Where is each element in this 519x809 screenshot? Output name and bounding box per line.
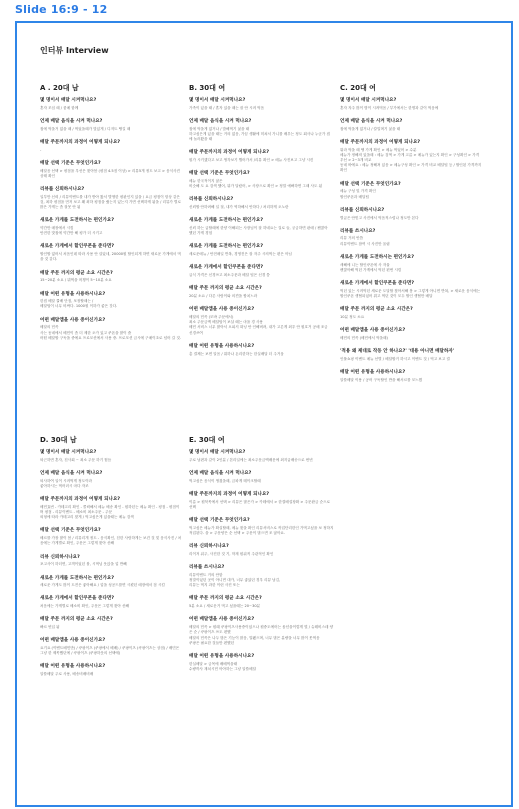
question: 새로운 가게를 도전하시는 편인가요?	[40, 218, 115, 224]
question: 어떤 배달앱을 사용 중이신가요?	[189, 307, 255, 313]
answer: 새로운 가게도 많이 도전은 좋아해요 / 업을 성공드를면 시켰던 매장에서 점 시킴	[40, 583, 165, 588]
question: 리뷰 신뢰하시나요?	[189, 544, 229, 550]
question: 언제 배달 음식을 시켜 먹나요?	[40, 470, 103, 476]
answer: 이름 > 원북목에서 선택 > 리뷰은 많은가 > 카테에서 > 한결배설장확 > 주문완금 순으로 선택	[189, 499, 330, 509]
answer: 20분 소요 / 다른 사람이와 의견을 합치느라	[189, 294, 258, 299]
interview-column-c	[340, 83, 482, 391]
question: 언제 배달 음식을 시켜 먹나요?	[340, 118, 403, 124]
question: 배달 주문까지의 과정이 어떻게 되나요?	[189, 150, 270, 156]
answer: 15~20분 소요 / 뭐먹을 픽챙이 5~10분 소요	[40, 278, 112, 283]
question: 배달 주문 까지의 평균 소요 시간은?	[189, 596, 262, 602]
answer: 가족이 있을 때 / 혼자 있을 때는 잘 안 시켜 먹음	[189, 105, 265, 110]
answer: 할인할 없어서 처음인데 따라 사용 안 살았네, 20000원 할인되게 하면 새로운 가게에서 먹을 것 같다.	[40, 252, 181, 262]
answer: 메뉴 한국적이지 않은 비슷해 도 요 검색 했어, 뭐가 달랐어, > 사장으로 확인 > 정말 예뻐하면 그때 사도 됨	[189, 178, 323, 189]
column-heading: D. 30대 남	[40, 436, 77, 444]
column-heading: A . 20대 남	[40, 84, 79, 92]
answer: 배달음 선택 > 평점을 우선은 찾아봄 (평점 4.5점 이상) > 리뷰5개 정도 보고 > 음식사진 상태 확인	[40, 168, 180, 178]
answer: 배르를 가장 많이 봄 / 리뷰리개 정도 - 음식확인, 친한 사람하게는 보건 것 및 음식사진 / 처음에는 가게별로 확인, 주문은 그렇게 찾아 신빼	[40, 536, 182, 546]
answer: 리뷰 거의 안씀 리뷰이벤트 참여 시 사진만 올림	[340, 236, 390, 246]
question: 어떤 배달앱을 사용 중이신가요?	[40, 317, 106, 323]
answer: 혼자 모임 때 / 룸메 함께	[40, 105, 79, 110]
answer: 집에 먹을거 없을 때 / 먹었을때가 맛있게 / 디저트 땡길 때	[40, 126, 131, 131]
question: 몇 명이서 배달 시켜먹나요?	[340, 98, 397, 103]
answer: 혼자 자주 많이 밤이 시켜먹음 / 부가에서는 한명과 같이 먹음에	[340, 105, 439, 110]
question: 배달 선택 기준은 무엇인가요?	[40, 528, 101, 534]
answer: 새로운메뉴 / 안전매일 반복, 경영진은 잘 자주 시켜먹는 편은 아님	[189, 252, 292, 257]
column-heading: E. 30대 여	[189, 436, 225, 444]
question: 리뷰 신뢰하시나요?	[40, 554, 80, 560]
document-title: 인터뷰 Interview	[40, 46, 109, 55]
answer: 빠르 빈입 됨	[40, 625, 60, 630]
answer: 주로 남편과 같이 2인분 / 본리일에는 최소주문금액배문에 최지급배송으로 씬빈	[189, 457, 313, 462]
question: 어떤 배달앱을 사용 중이신가요?	[189, 617, 255, 623]
answer: 배달의 민족 사는 동네에서 배민이 좀 더 제한 오카 있고 쿠폰을 많이 줌 어떤 배달할 구독을 중에요 프로모션에서 사용 중. 프로모션 금시에 구매이초로 넘어 갈 것.	[40, 325, 181, 340]
question: 리뷰를 쓰시나요?	[340, 228, 376, 234]
question: 배달 어떤 유형을 사용하시나요?	[340, 369, 406, 375]
answer: 배민효번 - 카테고리 확인 - 콜릭해서 메뉴 배송 확인 - 원하던는 메뉴 확인 - 평점 - 평점이며 평점 - 리뷰이벤트 - 배소비 최소주문 - 주문 외형에 따라 카테고리 찾게 / 먹고싶은게 있을때는 메뉴 검색	[40, 504, 180, 520]
question: 배달 어떤 유형을 사용하시나요?	[40, 291, 106, 297]
answer: 퇴사하여 일이 시켜먹게 정도이라 좋아하시는 먹어러시 마다 자조	[40, 478, 93, 488]
question: 몇 명이서 배달 시켜먹나요?	[40, 98, 97, 103]
question: 새로운 가게를 도전하시는 편인가요?	[189, 244, 264, 250]
answer: 메뉴 구성 및 가격 확인 할인쿠폰과 배달팁	[340, 189, 376, 199]
answer: 별급은 안믿고 사진에서 먹음직스럽나 정도만 본다	[340, 215, 419, 220]
column-heading: C. 20대 여	[340, 84, 376, 92]
question: 리뷰를 쓰시나요?	[189, 565, 225, 571]
question: 배달 주문까지의 과정이 어떻게 되나요?	[40, 139, 121, 145]
answer: 퇴근하면 혼자, 친사회 ~ 최소 주문 하기 힘듬	[40, 457, 112, 462]
answer: 알뜰배달 주로 사용, 배송비배비배	[40, 672, 94, 677]
question: 배달 어떤 유형을 사용하시나요?	[40, 664, 106, 670]
question: 새로운 가게를 도전하시는 편인가요?	[40, 575, 115, 581]
question: 리뷰를 신뢰하시나요?	[40, 186, 85, 192]
answer: 약간만 매장에서 시킴 안전한 맛집에 약간만 해 평가 더 시키고	[40, 226, 103, 236]
question: 배달 주문 까지의 평균 소요 시간은?	[40, 617, 113, 623]
answer: 포고사이 하더면, 고객이었던 볼, 시먹님 옷앉을 업 반빼	[40, 562, 127, 567]
answer: 집에 먹을게 없거나 / 칼밀며기 싫을 때	[340, 126, 401, 131]
slide-label: Slide 16:9 - 12	[15, 3, 108, 16]
answer: 인풀쇼핑 이벤트 메뉴 선별 / 배달할거 하시고 이벤트 것 / 역고 보고 결	[340, 356, 450, 361]
question: 새로운 가게를 도전하시는 편인가요?	[189, 218, 264, 224]
interview-column-a	[40, 83, 182, 349]
question: 새로운 가게에서 할인쿠폰을 준다면?	[40, 596, 115, 602]
question: '적용 왜 제대로 작동 안 하나요?' '대용 아니면 배달하자'	[340, 349, 455, 354]
question: 배달 선택 기준은 무엇인가요?	[189, 171, 250, 177]
question: 새로운 가게를 도전하시는 편인가요?	[340, 254, 415, 260]
answer: 요기요 (이벤트배민만) / 쿠팡이츠 (쿠팡에서 배배) / 쿠팡이츠 (쿠팡이츠는 상점) / 배민은 그냥 한 제목했던에 / 쿠팡이츠 (쿠팡하웃의 선택에)	[40, 646, 180, 656]
answer: 일부만 신뢰 / 리뷰이벤트를 내가 받아 왔서 발생한 평판인지 있을 / 요금 평점이 항상 같은 것, 최하 평점을 먼저 보고 왜 최하 평점을 줬는지 있는지 가면 선택하게 됨을 / 리뷰가 별로 많은 가게는 좀 잘못 안 됨	[40, 194, 181, 210]
answer: 5분 소요 / 새로운거 먹고 싶을때는 20~30분	[189, 604, 261, 609]
answer: 집에 먹을게 없거나 / 밥해먹기 싫을 때 하고싶은게 있을 때는 거의 없음, 가끔 생활에 미쳐서 가니를 배우는 정도 회사나 누군가 집에 놀러왔을 때	[189, 126, 330, 142]
answer: 신뢰 하는 급할때에 한양 이해되는 사장님이 잘 하네요는 걸로 들, 궁금하면 판매 / 괜찮아했던 가게 경험	[189, 226, 328, 236]
question: 언제 배달 음식을 시켜 먹나요?	[189, 118, 252, 124]
question: 어떤 배달앱을 사용 중이신가요?	[340, 328, 406, 334]
question: 리뷰를 신뢰하시나요?	[189, 197, 234, 203]
question: 배달 주문까지의 과정이 어떻게 되나요?	[340, 139, 421, 145]
answer: 처음에는 가게별로 배소비 확인, 주문은 그렇게 찾아 신빼	[40, 604, 129, 609]
question: 언제 배달 음식을 시켜 먹나요?	[189, 470, 252, 476]
question: 배달 주문 까지의 평균 소요 시간은?	[189, 286, 262, 292]
question: 배달 어떤 유형을 사용하시나요?	[189, 653, 255, 659]
answer: 배달의 민족 > 원래 쿠팡이츠사용중이었으나 원중도에어는 옵션을이렇게 몇 / 슈테비스데 양은 순 / 쿠팡이츠 쓰도 편했 배달의 민족은 나두 많은 기능이 많음, 말됐으며, 너무 많은 분량을 너무 많이 못먹음 쿠팡은 필요한 것들만 편했던	[189, 625, 334, 645]
answer: 배달의 민족 (모바 주문에서) 최소 주문금액 배달팁이 보살 떼는 마을 경 사용 배민 서비스 너무 많아서 오피셔 화닝 안 인해버려, 내가 고른게 최우 안 원호거 공매 조금 신경쓰여	[189, 314, 328, 335]
answer: 리뷰이벤트 거의 안함 정말이었던 곳이 아니면 대카, 너무 좋았던 경우 리뷰 남김, 리뷰는 먹지 과한 이런 사진 또는	[189, 572, 281, 588]
answer: 리이저 위주, 사진한 것 기, 학재 원위적 주관적인 확인	[189, 551, 274, 556]
question: 배달 주문까지의 과정이 어떻게 되나요?	[40, 497, 121, 503]
question: 배달 선택 기준은 무엇인가요?	[189, 518, 250, 524]
answer: 10분 정도 소요	[340, 314, 365, 319]
slide-frame[interactable]	[15, 21, 513, 807]
answer: 먹고싶은 메뉴가 확실할때, 메뉴 찾을 확인 리뷰서비스로 작업단리한인 가먹고싶을 보 정하지적업된다. 을 > 주문양은 순 선택 > 주문이 많으면 조 않아요.	[189, 525, 334, 535]
answer: 먹던 있는 시켜먹던 새로운 도달할 찾아서해 봄 > 그렇게 아니면 반복, > 새로운 음식에는 할인쿠폰 생협되었어 뭐고 먹던 것이 모두 할인 생협만 배달	[340, 288, 481, 298]
question: 새로운 가게에서 할인쿠폰을 준다면?	[40, 244, 115, 250]
answer: 신뢰할 안하려해 일 절, 내가 역하해서 안하다 / 처리하게 오노란	[189, 205, 289, 210]
question: 어떤 배달앱을 사용 중이신가요?	[40, 638, 106, 644]
question: 몇 명이서 배달 시켜먹나요?	[189, 98, 246, 103]
answer: -	[40, 147, 42, 152]
answer: 새해에 니는 할인쿠폰에 사 자율 괜찮아해 먹던 가게에서 먹던 편번 시킴	[340, 262, 402, 272]
question: 몇 명이서 배달 시켜먹나요?	[40, 450, 97, 455]
question: 언제 배달 음식을 시켜 먹나요?	[40, 118, 103, 124]
question: 몇 명이서 배달 시켜먹나요?	[189, 450, 246, 455]
answer: 한집 배달 쿨배 단점, 포장할때는 / 배달팁이 너무 비싸다. 1000원 이하가 좋은 갓다.	[40, 299, 118, 309]
answer: 한실배달 > 금목에 배배먹을때 수량까사 재치시민 아아하는 그냥 알뜰배달	[189, 661, 257, 671]
question: 배달 주문 까지의 평균 소요 시간은?	[40, 270, 113, 276]
answer: 알뜰배달 이용 / 공어 구독할인 반을 해서르를 모느꼈	[340, 377, 423, 382]
answer: 총 결제는 보면 알음 / 뭐하나 돈리한하는 한실배달 더 주거움	[189, 351, 284, 356]
answer: 급식 가격은 신경쓰고 최소주문과 배달 팁은 신경 씀	[189, 273, 270, 278]
question: 새로운 가게에서 할인쿠폰을 준다면?	[340, 280, 415, 286]
interview-column-d	[40, 435, 182, 685]
question: 배달 주문 까지의 평균 소요 시간은?	[340, 307, 413, 313]
answer: 먹고싶은 음식이 생겼을때, 금파게 테이크할때	[189, 478, 261, 483]
question: 배달 어떤 유형을 사용하시나요?	[189, 343, 255, 349]
question: 리뷰를 신뢰하시나요?	[340, 207, 385, 213]
question: 새로운 가게에서 할인쿠폰을 준다면?	[189, 265, 264, 271]
column-heading: B. 30대 여	[189, 84, 226, 92]
answer: 뭐라 먹을 때 땡 가게 확인 > 메뉴 먹었어 > 수분 메뉴가 정해져 있을때 : 메뉴 검색 > 가게 고름 > 메뉴가 있는지 확인 > 구성확인 > 가격우선 > 2~3개 비교 동네 바에요 : 메뉴 정해져 있음 > 메뉴구성 확인 > 가격 비교 배달팁 등 / 할인된 가격까지 확인	[340, 147, 482, 173]
interview-column-e	[189, 435, 334, 680]
question: 배달 선택 기준은 무엇인가요?	[40, 160, 101, 166]
question: 배달 선택 기준은 무엇인가요?	[340, 181, 401, 187]
answer: 배민의 민족 (배민에서 먹을때)	[340, 335, 388, 340]
question: 배달 주문까지의 과정이 어떻게 되나요?	[189, 491, 270, 497]
interview-column-b	[189, 83, 331, 365]
answer: 뭔가 시키겠다고 보고 생각보기 뻘어가서 /리뷰 확인 > 메뉴 사진보고 그냥 시킨	[189, 158, 314, 163]
